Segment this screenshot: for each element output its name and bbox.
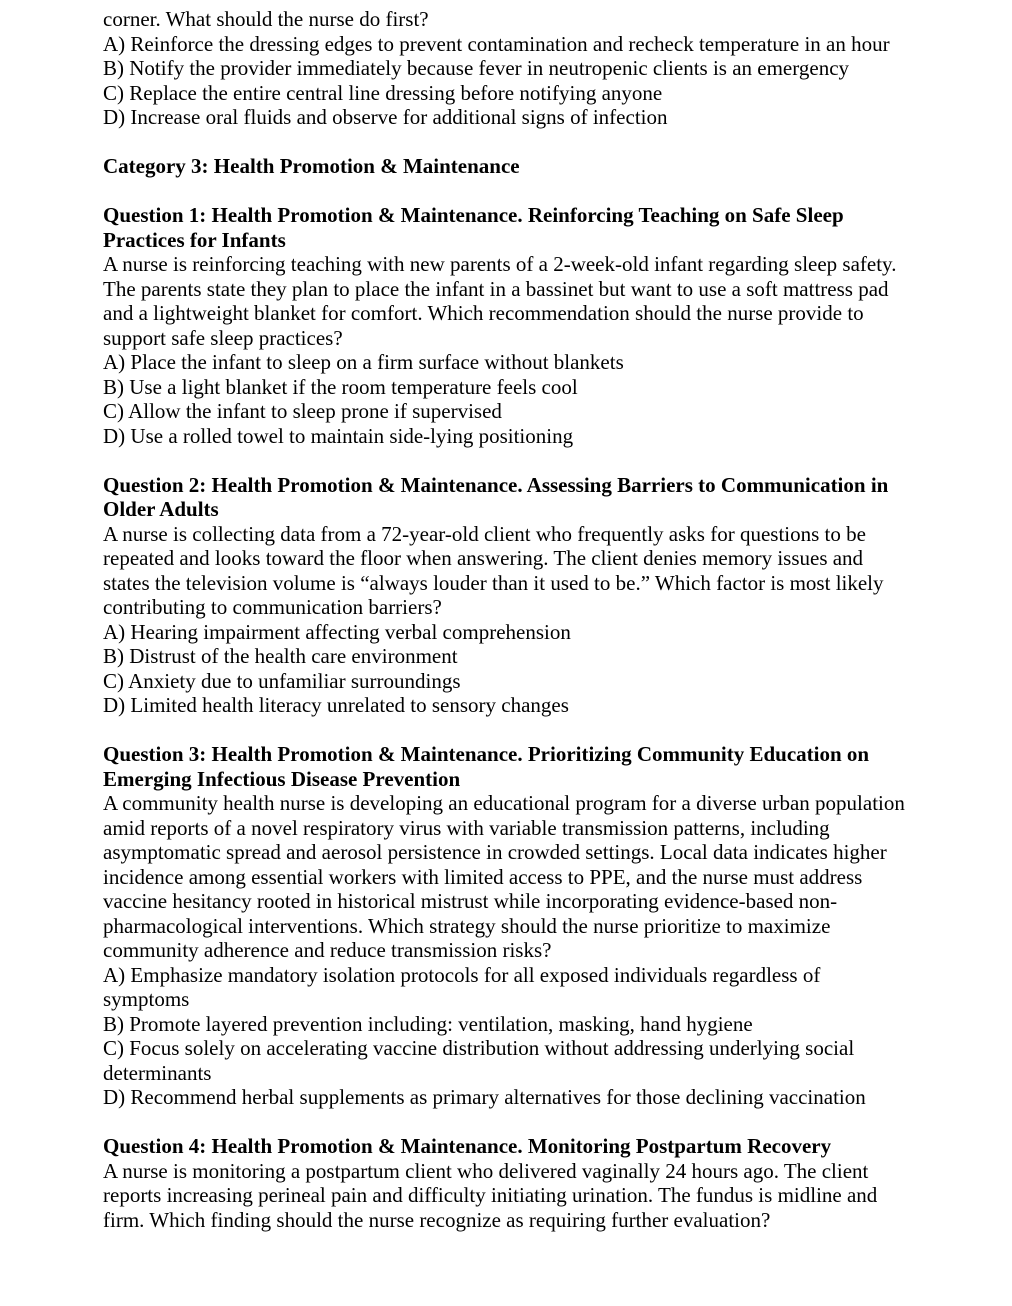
question-1-option-a: A) Place the infant to sleep on a firm surface without blankets (103, 350, 624, 374)
question-1-heading: Question 1: Health Promotion & Maintenance. Reinforcing Teaching on Safe Sleep Practices for Infants (103, 203, 844, 252)
question-2-stem: A nurse is collecting data from a 72-year-old client who frequently asks for questions to be repeated and looks toward the floor when answering. The client denies memory issues and states the television volume is “always louder than it used to be.” Which factor is most likely contributing to communication barriers? (103, 521, 884, 619)
document-content (103, 7, 906, 1232)
category-heading: Category 3: Health Promotion & Maintenance (103, 154, 520, 178)
question-2-option-a: A) Hearing impairment affecting verbal comprehension (103, 619, 571, 644)
question-2-option-d: D) Limited health literacy unrelated to sensory changes (103, 693, 569, 717)
answer-option-a: A) Reinforce the dressing edges to prevent contamination and recheck temperature in an hour (103, 31, 890, 56)
answer-option-d: D) Increase oral fluids and observe for additional signs of infection (103, 105, 668, 129)
question-2-heading: Question 2: Health Promotion & Maintenance. Assessing Barriers to Communication in Older Adults (103, 472, 889, 521)
question-1-option-c: C) Allow the infant to sleep prone if supervised (103, 399, 502, 423)
question-4-stem: A nurse is monitoring a postpartum client who delivered vaginally 24 hours ago. The client reports increasing perineal pain and difficulty initiating urination. The fundus is midline and firm. Which finding should the nurse recognize as requiring further evaluation? (103, 1158, 878, 1232)
question-1-option-d: D) Use a rolled towel to maintain side-lying positioning (103, 423, 574, 448)
question-2-block (103, 473, 906, 718)
question-3-heading: Question 3: Health Promotion & Maintenance. Prioritizing Community Education on Emerging Infectious Disease Prevention (103, 742, 870, 791)
question-1-stem: A nurse is reinforcing teaching with new parents of a 2-week-old infant regarding sleep safety. The parents state they plan to place the infant in a bassinet but want to use a soft mattress pad and a lightweight blanket for comfort. Which recommendation should the nurse provide to support safe sleep practices? (103, 252, 897, 350)
question-4-heading: Question 4: Health Promotion & Maintenance. Monitoring Postpartum Recovery (103, 1134, 832, 1158)
question-2-option-c: C) Anxiety due to unfamiliar surroundings (103, 668, 461, 693)
question-2-option-b: B) Distrust of the health care environment (103, 644, 458, 668)
question-3-option-d: D) Recommend herbal supplements as primary alternatives for those declining vaccination (103, 1085, 866, 1109)
question-3-stem: A community health nurse is developing an educational program for a diverse urban population amid reports of a novel respiratory virus with variable transmission patterns, including asymptomatic spread and aerosol persistence in crowded settings. Local data indicates higher incidence among essential workers with limited access to PPE, and the nurse must address vaccine hesitancy rooted in historical mistrust while incorporating evidence-based non-pharmacological interventions. Which strategy should the nurse prioritize to maximize community adherence and reduce transmission risks? (103, 791, 905, 962)
question-3-block (103, 742, 906, 1110)
question-1-option-b: B) Use a light blanket if the room temperature feels cool (103, 374, 578, 399)
answer-option-b: B) Notify the provider immediately because fever in neutropenic clients is an emergency (103, 56, 850, 80)
question-3-option-a: A) Emphasize mandatory isolation protocols for all exposed individuals regardless of symptoms (103, 962, 821, 1011)
question-fragment-block (103, 7, 906, 130)
question-1-block (103, 203, 906, 448)
question-stem: corner. What should the nurse do first? (103, 7, 429, 31)
question-3-option-b: B) Promote layered prevention including: ventilation, masking, hand hygiene (103, 1011, 753, 1036)
question-3-option-c: C) Focus solely on accelerating vaccine distribution without addressing underlying social determinants (103, 1036, 855, 1085)
answer-option-c: C) Replace the entire central line dressing before notifying anyone (103, 80, 663, 105)
question-4-block (103, 1134, 906, 1232)
